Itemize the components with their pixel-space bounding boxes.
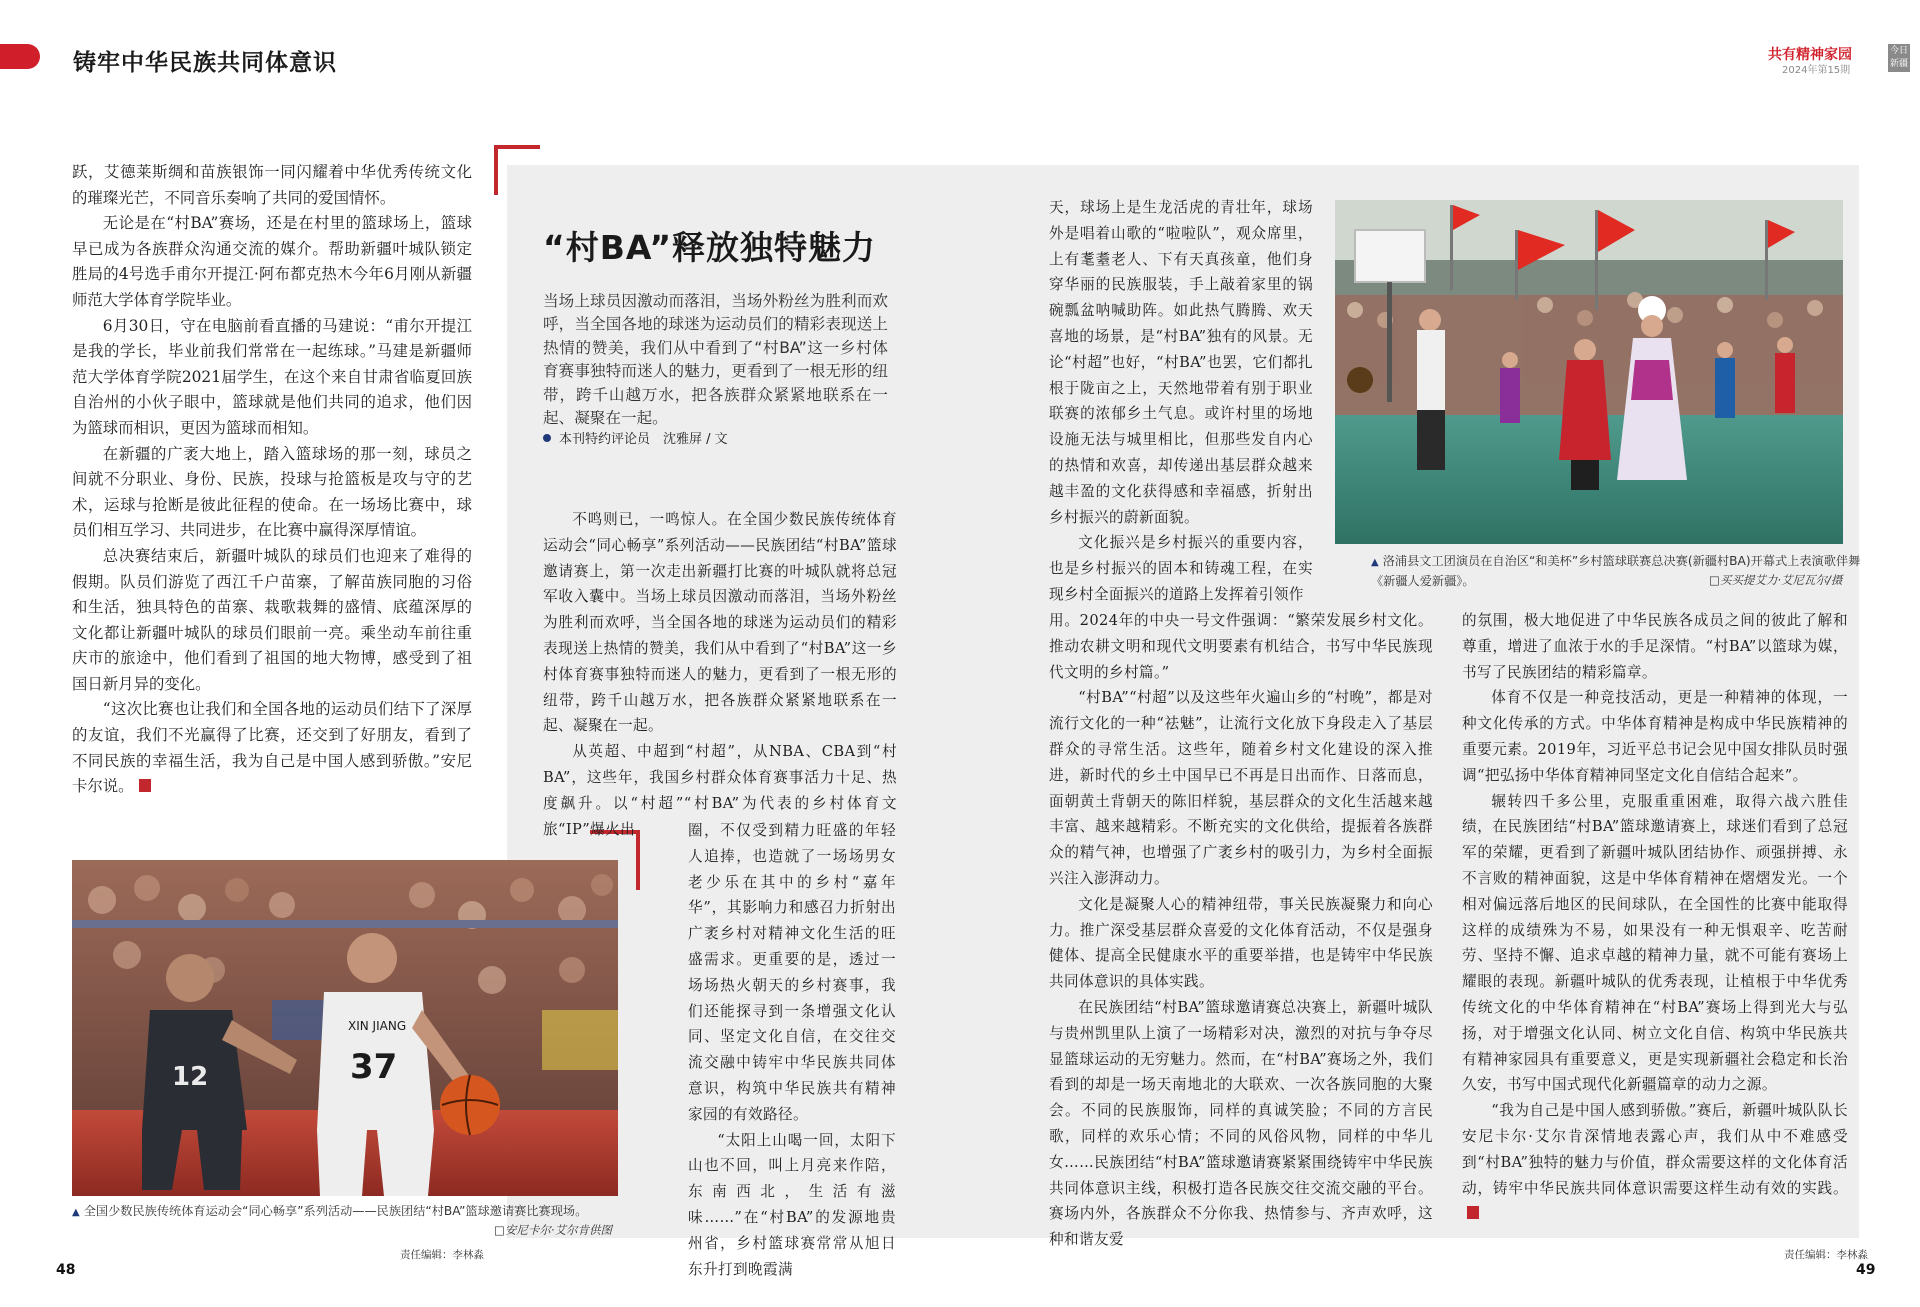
svg-text:37: 37 [350,1047,398,1087]
header-red-tab [0,44,40,69]
svg-text:12: 12 [172,1062,209,1092]
issue-label: 2024年第15期 [1782,65,1851,76]
page-number: 48 [56,1262,76,1278]
badge-text: 今日 新疆 [1889,46,1908,69]
paragraph: 用。2024年的中央一号文件强调：“繁荣发展乡村文化。推动农耕文明和现代文明要素有机结合，书写中华民族现代文明的乡村篇。” [1049,612,1433,681]
paragraph: 文化振兴是乡村振兴的重要内容，也是乡村振兴的固本和铸魂工程，在实现乡村全面振兴的道路上发挥着引领作 [1049,534,1313,603]
photo-caption [72,1202,632,1222]
paragraph: “村BA”“村超”以及这些年火遍山乡的“村晚”，都是对流行文化的一种“祛魅”，让流行文化放下身段走入了基层群众的寻常生活。这些年，随着乡村文化建设的深入推进，新时代的乡土中国早已不再是日出而作、日落而息，面朝黄土背朝天的陈旧样貌，基层群众的文化生活越来越丰富、越来越精彩。不断充实的文化供给，提振着各族群众的精气神，也增强了广袤乡村的吸引力，为乡村全面振兴注入澎湃动力。 [1049,689,1433,887]
paragraph: 跃，艾德莱斯绸和苗族银饰一同闪耀着中华优秀传统文化的璀璨光芒，不同音乐奏响了共同的爱国情怀。 [72,163,472,207]
paragraph: 在新疆的广袤大地上，踏入篮球场的那一刻，球员之间就不分职业、身份、民族，投球与抢篮板是攻与守的艺术，运球与抢断是彼此征程的使命。在一场场比赛中，球员们相互学习、共同进步，在比赛中赢得深厚情谊。 [72,444,472,540]
caption-text: 全国少数民族传统体育运动会“同心畅享”系列活动——民族团结“村BA”篮球邀请赛比赛现场。 [83,1204,588,1218]
basketball-photo [72,860,618,1196]
paragraph: 体育不仅是一种竞技活动，更是一种精神的体现，一种文化传承的方式。中华体育精神是构成中华民族精神的重要元素。2019年，习近平总书记会见中国女排队员时强调“把弘扬中华体育精神同坚定文化自信结合起来”。 [1462,689,1848,784]
article-column-1-narrow [688,818,896,1282]
caption-triangle-icon: ▲ [1371,557,1379,568]
paragraph-last [1462,1098,1848,1227]
paragraph: 天，球场上是生龙活虎的青壮年，球场外是唱着山歌的“啦啦队”，观众席里，上有耄耋老人、下有天真孩童，他们身穿华丽的民族服装，手上敲着家里的锅碗瓢盆呐喊助阵。如此热气腾腾、欢天喜地的场景，是“村BA”独有的风景。无论“村超”也好，“村BA”也罢，它们都扎根于陇亩之上，天然地带着有别于职业联赛的浓郁乡土气息。或许村里的场地设施无法与城里相比，但那些发自内心的热情和欢喜，却传递出基层群众越来越丰盈的文化获得感和幸福感，折射出乡村振兴的蔚新面貌。 [1049,199,1313,526]
caption-text: 洛浦县文工团演员在自治区“和美杯”乡村篮球联赛总决赛(新疆村BA)开幕式上表演歌伴舞《新疆人爱新疆》。 [1371,554,1861,588]
caption-triangle-icon: ▲ [72,1207,80,1218]
paragraph: 无论是在“村BA”赛场，还是在村里的篮球场上，篮球早已成为各族群众沟通交流的媒介。帮助新疆叶城队锁定胜局的4号选手甫尔开提江·阿布都克热木今年6月刚从新疆师范大学体育学院毕业。 [72,214,472,309]
paragraph: 辗转四千多公里，克服重重困难，取得六战六胜佳绩，在民族团结“村BA”篮球邀请赛上，球迷们看到了总冠军的荣耀，更看到了新疆叶城队团结协作、顽强拼搏、永不言败的精神面貌，这是中华体育精神在熠熠发光。一个相对偏远落后地区的民间球队，在全国性的比赛中能取得这样的成绩殊为不易，如果没有一种无惧艰辛、吃苦耐劳、坚持不懈、追求卓越的精神力量，就不可能有赛场上耀眼的表现。新疆叶城队的优秀表现，让植根于中华优秀传统文化的中华体育精神在“村BA”赛场上得到光大与弘扬，对于增强文化认同、树立文化自信、构筑中华民族共有精神家园具有重要意义，更是实现新疆社会稳定和长治久安，书写中国式现代化新疆篇章的动力之源。 [1462,792,1848,1094]
page-number: 49 [1856,1262,1876,1278]
performance-photo-illustration [1335,200,1843,544]
paragraph: 圈，不仅受到精力旺盛的年轻人追捧，也造就了一场场男女老少乐在其中的乡村“嘉年华”，其影响力和感召力折射出广袤乡村对精神文化生活的旺盛需求。更重要的是，透过一场场热火朝天的乡村赛事，我们还能探寻到一条增强文化认同、坚定文化自信，在交往交流交融中铸牢中华民族共同体意识，构筑中华民族共有精神家园的有效路径。 [688,822,896,1123]
corner-bracket [494,145,540,149]
byline-text: 本刊特约评论员 沈雅屏 / 文 [559,432,728,447]
paragraph: 6月30日，守在电脑前看直播的马建说：“甫尔开提江是我的学长，毕业前我们常常在一起练球。”马建是新疆师范大学体育学院2021届学生，在这个来自甘肃省临夏回族自治州的小伙子眼中，篮球就是他们共同的追求，他们因为篮球而相识，更因为篮球而相知。 [72,316,472,437]
article-column-4 [1462,608,1848,1227]
paragraph: 总决赛结束后，新疆叶城队的球员们也迎来了难得的假期。队员们游览了西江千户苗寨，了解苗族同胞的习俗和生活，独具特色的苗寨、栽歌栽舞的盛情、底蕴深厚的文化都让新疆叶城队的球员们眼前一亮。乘坐动车前往重庆市的旅途中，他们看到了祖国的地大物博，感受到了祖国日新月异的变化。 [72,546,472,693]
corner-bracket [494,145,498,195]
paragraph-text: “我为自己是中国人感到骄傲。”赛后，新疆叶城队队长安尼卡尔·艾尔肯深情地表露心声，我们从中不难感受到“村BA”独特的魅力与价值，群众需要这样的文化体育活动，铸牢中华民族共同体意识需要这样生动有效的实践。 [1462,1102,1848,1197]
paragraph: 的氛围，极大地促进了中华民族各成员之间的彼此了解和尊重，增进了血浓于水的手足深情。“村BA”以篮球为媒，书写了民族团结的精彩篇章。 [1462,612,1848,681]
end-mark-icon [139,779,151,792]
editor-credit: 责任编辑：李林淼 [400,1249,484,1261]
bullet-dot-icon [543,434,551,442]
paragraph: 不鸣则已，一鸣惊人。在全国少数民族传统体育运动会“同心畅享”系列活动——民族团结“村BA”篮球邀请赛上，第一次走出新疆打比赛的叶城队就将总冠军收入囊中。当场上球员因激动而落泪，当场外粉丝为胜利而欢呼，当全国各地的球迷为运动员们的精彩表现送上热情的赞美，我们从中看到了“村BA”这一乡村体育赛事独特而迷人的魅力，更看到了一根无形的纽带，跨千山越万水，把各族群众紧紧地联系在一起、凝聚在一起。 [543,511,897,735]
article-lede: 当场上球员因激动而落泪，当场外粉丝为胜利而欢呼，当全国各地的球迷为运动员们的精彩表现送上热情的赞美，我们从中看到了“村BA”这一乡村体育赛事独特而迷人的魅力，更看到了一根无形的纽带，跨千山越万水，把各族群众紧紧地联系在一起、凝聚在一起。 [543,292,888,428]
paragraph: 从英超、中超到“村超”，从NBA、CBA到“村BA”，这些年，我国乡村群众体育赛事活力十足、热度飙升。以“村超”“村BA”为代表的乡村体育文旅“IP”爆火出 [543,743,897,838]
basketball-photo-illustration [72,860,618,1196]
paragraph: 在民族团结“村BA”篮球邀请赛总决赛上，新疆叶城队与贵州凯里队上演了一场精彩对决，激烈的对抗与争夺尽显篮球运动的无穷魅力。然而，在“村BA”赛场之外，我们看到的却是一场天南地北的大联欢、一次各族同胞的大聚会。不同的民族服饰，同样的真诚笑脸；不同的方言民歌，同样的欢乐心情；不同的风俗风物，同样的中华儿女……民族团结“村BA”篮球邀请赛紧紧围绕铸牢中华民族共同体意识主线，积极打造各民族交往交流交融的平台。赛场内外，各族群众不分你我、热情参与、齐声欢呼，这种和谐友爱 [1049,998,1433,1249]
article-column-2 [1049,195,1313,608]
paragraph-text: “这次比赛也让我们和全国各地的运动员们结下了深厚的友谊，我们不光赢得了比赛，还交到了好朋友，看到了不同民族的幸福生活，我为自己是中国人感到骄傲。”安尼卡尔说。 [72,700,472,796]
magazine-badge [1888,44,1910,72]
byline [543,428,728,447]
end-mark-icon [1467,1206,1479,1219]
photo-credit: □安尼卡尔·艾尔肯供图 [494,1223,613,1237]
svg-text:XIN JIANG: XIN JIANG [348,1019,407,1033]
paragraph: “太阳上山喝一回，太阳下山也不回，叫上月亮来作陪，东南西北，生活有滋味……”在“村BA”的发源地贵州省，乡村篮球赛常常从旭日东升打到晚霞满 [688,1131,896,1278]
left-page-prose [72,160,472,800]
section-title: 铸牢中华民族共同体意识 [73,50,337,76]
magazine-title: 共有精神家园 [1768,47,1852,63]
article-title: “村BA”释放独特魅力 [543,228,877,267]
paragraph: 文化是凝聚人心的精神纽带，事关民族凝聚力和向心力。推广深受基层群众喜爱的文化体育活动，不仅是强身健体、提高全民健康水平的重要举措，也是铸牢中华民族共同体意识的具体实践。 [1049,895,1433,991]
article-column-1 [543,507,897,842]
editor-credit: 责任编辑：李林淼 [1784,1249,1868,1261]
photo-credit: □买买提艾力·艾尼瓦尔/摄 [1709,573,1843,587]
paragraph-last [72,697,472,799]
performance-photo [1335,200,1843,544]
article-column-2-wide [1049,608,1433,1253]
